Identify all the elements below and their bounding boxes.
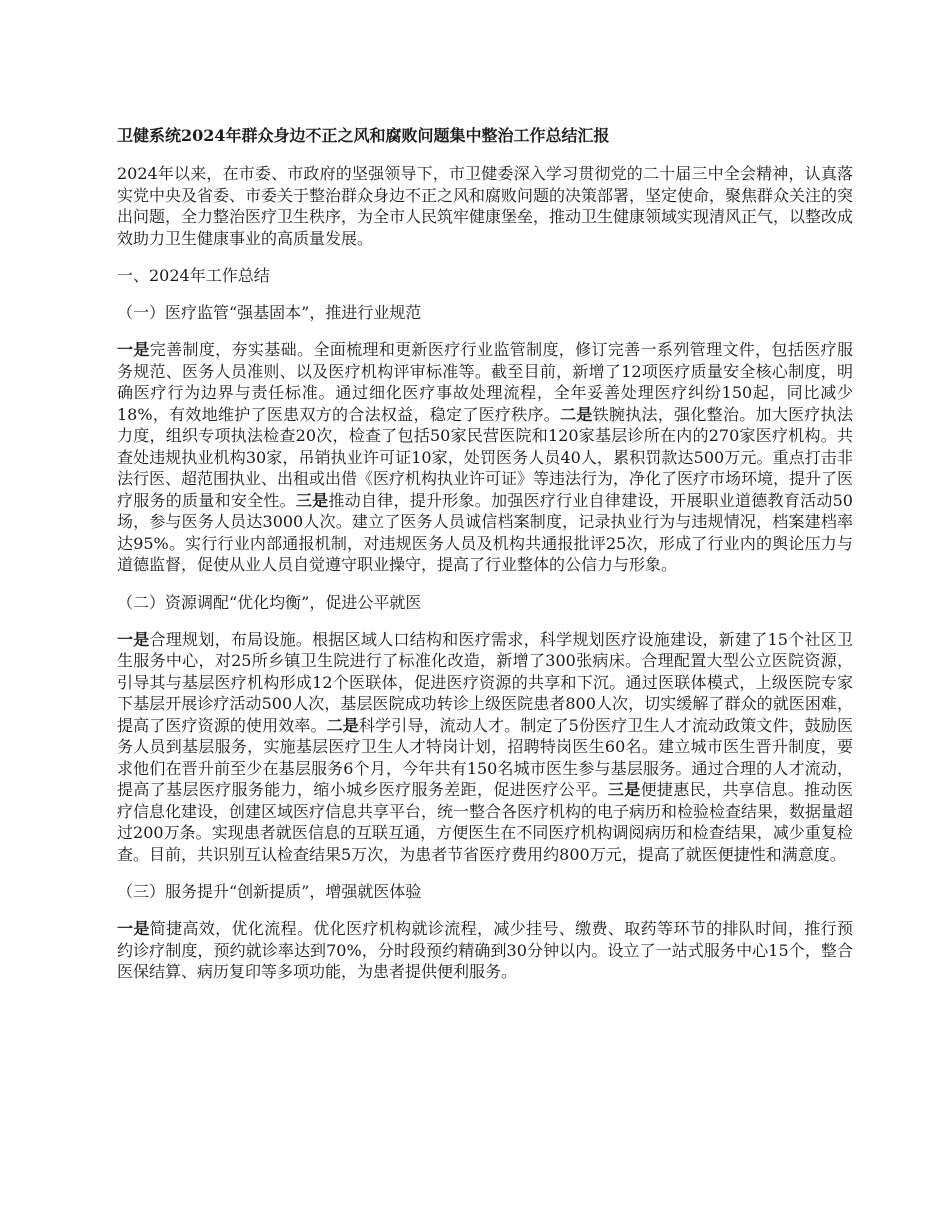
subsection-heading-2: （二）资源调配“优化均衡”，促进公平就医 <box>117 592 422 612</box>
body-text: 简捷高效，优化流程。优化医疗机构就诊流程，减少挂号、缴费、取药等环节的排队时间，推行预约诊疗制度，预约就诊率达到70%，分时段预约精确到30分钟以内。设立了一站式服务中心15个，整合医保结算、病历复印等多项功能，为患者提供便利服务。 <box>117 919 853 981</box>
subsection-2-body <box>117 629 853 866</box>
body-text: 合理规划，布局设施。根据区域人口结构和医疗需求，科学规划医疗设施建设，新建了15个社区卫生服务中心，对25所乡镇卫生院进行了标准化改造，新增了300张病床。合理配置大型公立医院资源，引导其与基层医疗机构形成12个医联体，促进医疗资源的共享和下沉。通过医联体模式，上级医院专家下基层开展诊疗活动500人次，基层医院成功转诊上级医院患者800人次，切实缓解了群众的就医困难，提高了医疗资源的使用效率。 <box>117 629 853 735</box>
lead-marker: 一是 <box>117 629 150 649</box>
subsection-heading-3: （三）服务提升“创新提质”，增强就医体验 <box>117 882 422 901</box>
lead-marker: 一是 <box>117 919 150 938</box>
lead-marker: 一是 <box>117 340 150 359</box>
section-heading-1: 一、2024年工作总结 <box>117 266 270 285</box>
subsection-heading-1: （一）医疗监管“强基固本”，推进行业规范 <box>117 303 422 322</box>
subsection-3-body <box>117 918 853 983</box>
body-text: 便捷惠民，共享信息。推动医疗信息化建设，创建区域医疗信息共享平台，统一整合各医疗机构的电子病历和检验检查结果，数据量超过200万条。实现患者就医信息的互联互通，方便医生在不同医疗机构调阅病历和检查结果，减少重复检查。目前，共识别互认检查结果5万次，为患者节省医疗费用约800万元，提高了就医便捷性和满意度。 <box>117 780 854 864</box>
body-text: 科学引导，流动人才。制定了5份医疗卫生人才流动政策文件，鼓励医务人员到基层服务，实施基层医疗卫生人才特岗计划，招聘特岗医生60名。建立城市医生晋升制度，要求他们在晋升前至少在基层服务6个月，今年共有150名城市医生参与基层服务。通过合理的人才流动，提高了基层医疗服务能力，缩小城乡医疗服务差距，促进医疗公平。 <box>117 715 853 799</box>
lead-marker: 三是 <box>607 780 641 799</box>
body-text: 推动自律，提升形象。加强医疗行业自律建设，开展职业道德教育活动50场，参与医务人员达3000人次。建立了医务人员诚信档案制度，记录执业行为与违规情况，档案建档率达95%。实行行业内部通报机制，对违规医务人员及机构共通报批评25次，形成了行业内的舆论压力与道德监督，促使从业人员自觉遵守职业操守，提高了行业整体的公信力与形象。 <box>117 490 853 574</box>
body-text: 完善制度，夯实基础。全面梳理和更新医疗行业监管制度，修订完善一系列管理文件，包括医疗服务规范、医务人员准则、以及医疗机构评审标准等。截至目前，新增了12项医疗质量安全核心制度，明确医疗行为边界与责任标准。通过细化医疗事故处理流程，全年妥善处理医疗纠纷150起，同比减少18%，有效地维护了医患双方的合法权益，稳定了医疗秩序。 <box>117 340 853 424</box>
intro-paragraph: 2024年以来，在市委、市政府的坚强领导下，市卫健委深入学习贯彻党的二十届三中全会精神，认真落实党中央及省委、市委关于整治群众身边不正之风和腐败问题的决策部署，坚定使命，聚焦群众关注的突出问题，全力整治医疗卫生秩序，为全市人民筑牢健康堡垒，推动卫生健康领域实现清风正气，以整改成效助力卫生健康事业的高质量发展。 <box>117 164 854 248</box>
body-text: 铁腕执法，强化整治。加大医疗执法力度，组织专项执法检查20次，检查了包括50家民营医院和120家基层诊所在内的270家医疗机构。共查处违规执业机构30家，吊销执业许可证10家，处罚医务人员40人，累积罚款达500万元。重点打击非法行医、超范围执业、出租或出借《医疗机构执业许可证》等违法行为，净化了医疗市场环境，提升了医疗服务的质量和安全性。 <box>117 404 854 510</box>
lead-marker: 二是 <box>326 715 359 735</box>
subsection-1-body <box>117 339 853 576</box>
lead-marker: 三是 <box>295 490 329 510</box>
document-title: 卫健系统2024年群众身边不正之风和腐败问题集中整治工作总结汇报 <box>117 126 610 145</box>
document-page <box>117 124 853 999</box>
lead-marker: 二是 <box>560 404 593 424</box>
